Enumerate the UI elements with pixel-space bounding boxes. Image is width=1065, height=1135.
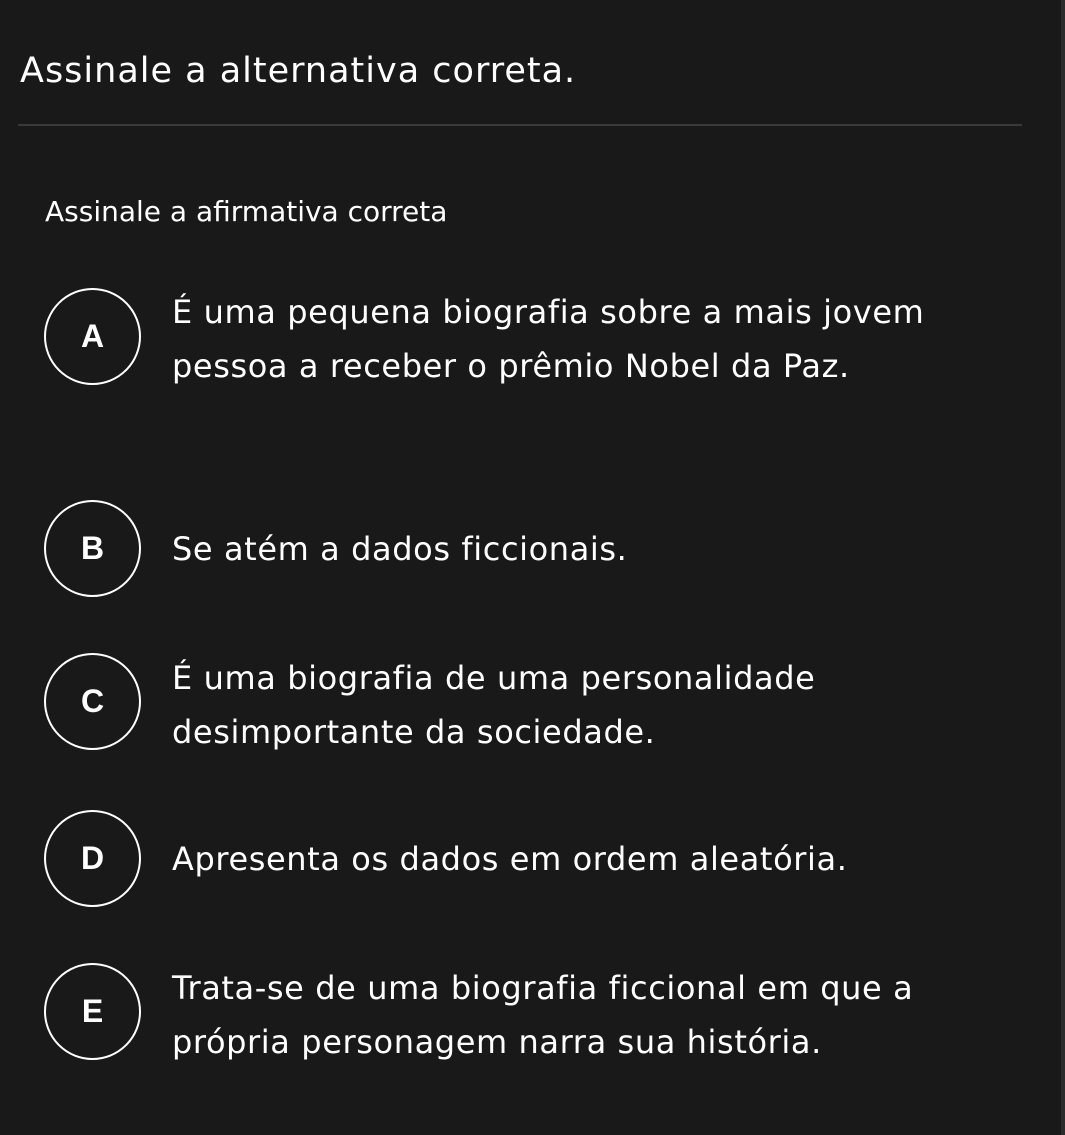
option-letter-badge: D [44,810,141,907]
option-d[interactable] [44,810,1004,910]
option-letter-badge: B [44,500,141,597]
option-letter-badge: C [44,653,141,750]
option-text: Se atém a dados ficcionais. [172,530,628,568]
option-text: Apresenta os dados em ordem aleatória. [172,840,848,878]
option-letter-badge: A [44,288,141,385]
option-text: É uma biografia de uma personalidade desimportante da sociedade. [172,659,816,751]
option-letter-badge: E [44,963,141,1060]
option-c[interactable] [44,653,1004,761]
scrollbar-track [1061,0,1065,1135]
question-stem: Assinale a afirmativa correta [45,195,448,228]
option-text: Trata-se de uma biografia ficcional em que a própria personagem narra sua história. [172,969,914,1061]
question-instruction: Assinale a alternativa correta. [20,51,577,91]
option-b[interactable] [44,500,1004,600]
option-a[interactable] [44,288,1004,448]
option-e[interactable] [44,963,1004,1128]
divider [18,124,1022,126]
option-text: É uma pequena biografia sobre a mais jovem pessoa a receber o prêmio Nobel da Paz. [172,293,925,385]
